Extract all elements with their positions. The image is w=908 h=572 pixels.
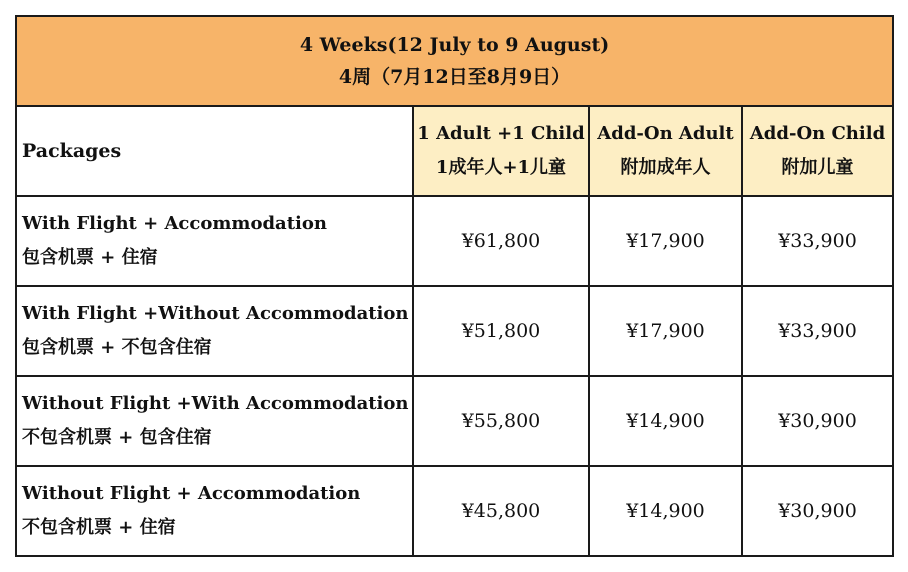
price-add-on-adult: ¥14,900 xyxy=(589,466,742,556)
package-name-zh: 包含机票 + 不包含住宿 xyxy=(22,337,212,358)
title-english: 4 Weeks(12 July to 9 August) xyxy=(299,34,610,56)
price-add-on-adult: ¥17,900 xyxy=(589,286,742,376)
price-add-on-adult: ¥17,900 xyxy=(589,196,742,286)
header-label-zh: 附加成年人 xyxy=(620,157,711,178)
price-add-on-child: ¥33,900 xyxy=(742,286,893,376)
table-row xyxy=(16,286,893,376)
package-name xyxy=(16,286,413,376)
package-name-zh: 包含机票 + 住宿 xyxy=(22,247,158,268)
package-name xyxy=(16,466,413,556)
title-row xyxy=(16,16,893,106)
header-label-en: Add-On Child xyxy=(749,123,886,144)
header-label-zh: 附加儿童 xyxy=(781,157,854,178)
price-one-adult-one-child: ¥45,800 xyxy=(413,466,589,556)
packages-header: Packages xyxy=(16,106,413,196)
package-name-en: Without Flight + Accommodation xyxy=(22,483,361,504)
table-row xyxy=(16,196,893,286)
price-one-adult-one-child: ¥55,800 xyxy=(413,376,589,466)
title-chinese: 4周（7月12日至8月9日） xyxy=(338,66,571,88)
package-name-en: With Flight +Without Accommodation xyxy=(22,303,409,324)
price-add-on-adult: ¥14,900 xyxy=(589,376,742,466)
header-one-adult-one-child xyxy=(413,106,589,196)
package-name xyxy=(16,376,413,466)
header-add-on-adult xyxy=(589,106,742,196)
header-label-zh: 1成年人+1儿童 xyxy=(435,157,567,178)
price-add-on-child: ¥30,900 xyxy=(742,376,893,466)
price-one-adult-one-child: ¥61,800 xyxy=(413,196,589,286)
price-one-adult-one-child: ¥51,800 xyxy=(413,286,589,376)
header-add-on-child xyxy=(742,106,893,196)
table-row xyxy=(16,466,893,556)
package-name-zh: 不包含机票 + 包含住宿 xyxy=(22,427,212,448)
table-row xyxy=(16,376,893,466)
header-label-en: 1 Adult +1 Child xyxy=(417,123,585,144)
table-title xyxy=(16,16,893,106)
price-add-on-child: ¥30,900 xyxy=(742,466,893,556)
package-name-zh: 不包含机票 + 住宿 xyxy=(22,517,176,538)
header-label-en: Add-On Adult xyxy=(597,123,734,144)
header-row xyxy=(16,106,893,196)
pricing-table xyxy=(15,15,894,557)
price-add-on-child: ¥33,900 xyxy=(742,196,893,286)
package-name-en: With Flight + Accommodation xyxy=(22,213,327,234)
package-name-en: Without Flight +With Accommodation xyxy=(22,393,409,414)
package-name xyxy=(16,196,413,286)
